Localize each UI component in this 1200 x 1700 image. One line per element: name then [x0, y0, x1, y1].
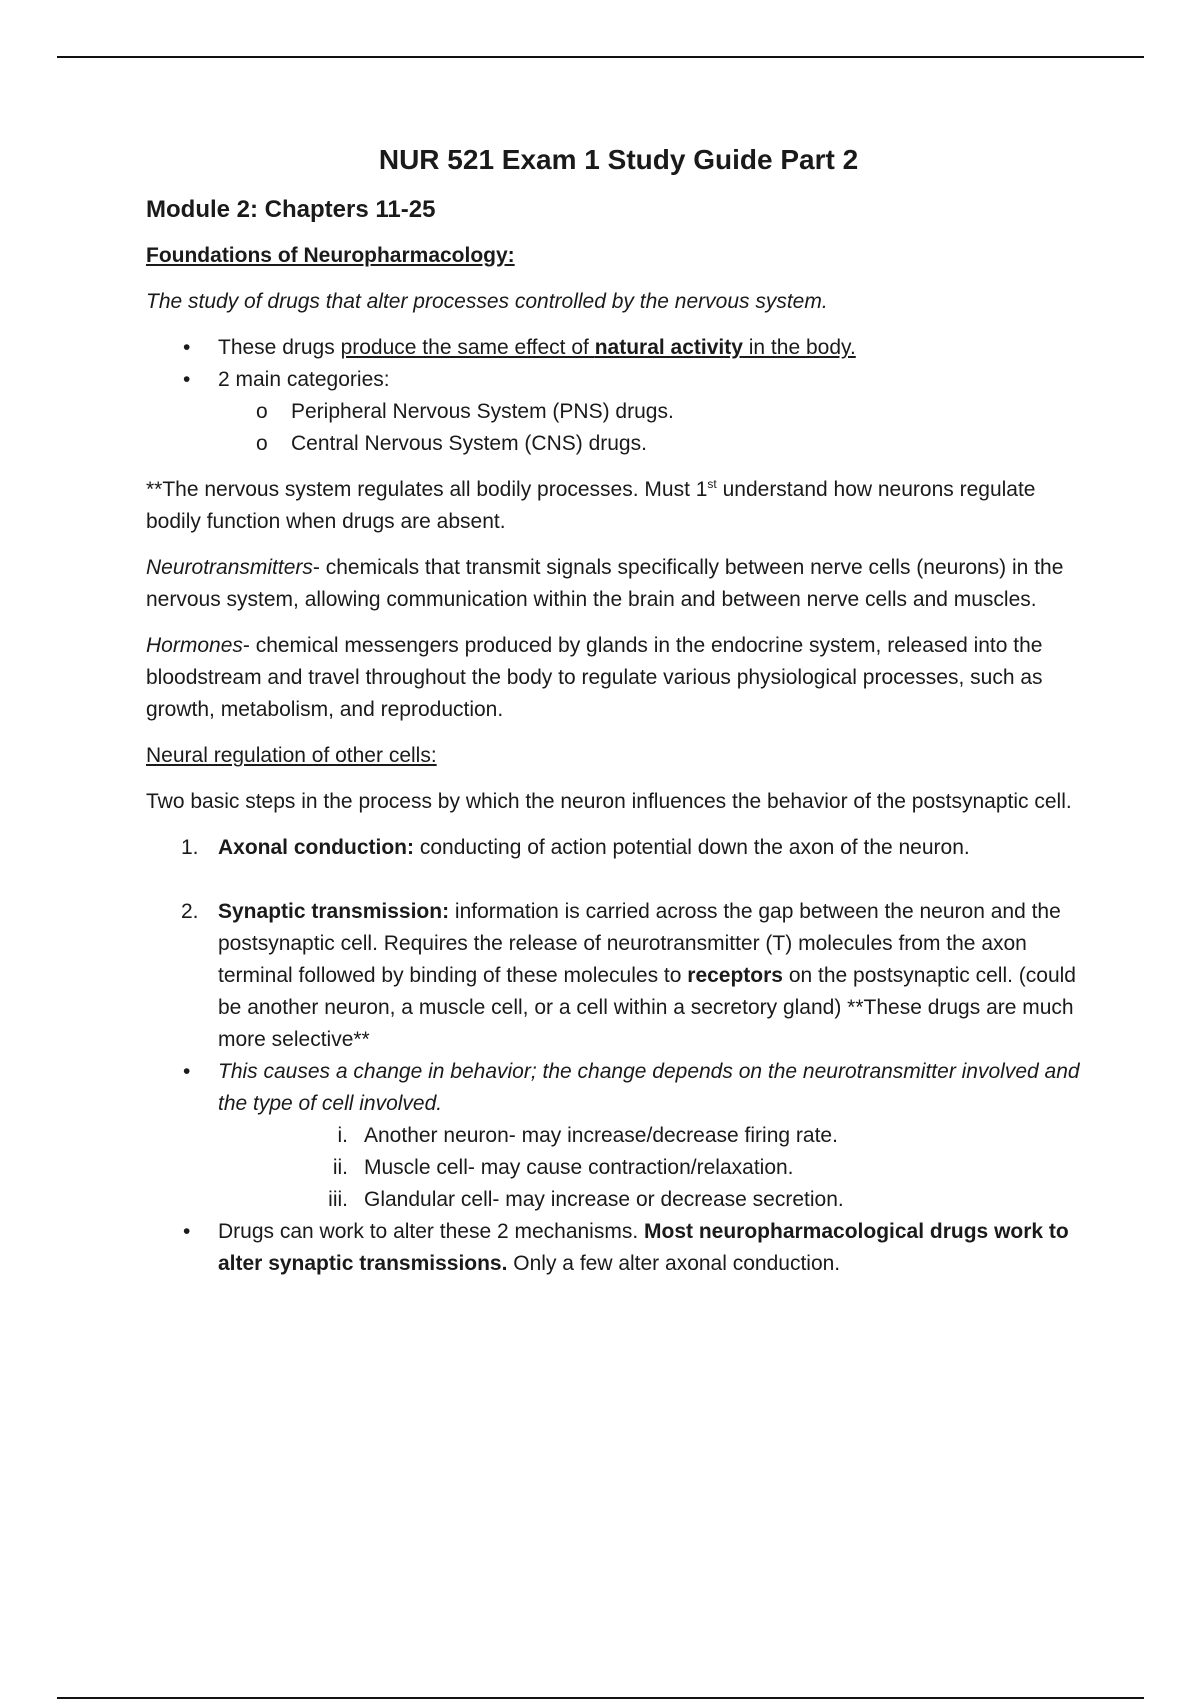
document-title: NUR 521 Exam 1 Study Guide Part 2 [378, 144, 859, 175]
section-heading-foundations: Foundations of Neuropharmacology: [146, 244, 515, 267]
bullet-marker: • [183, 368, 191, 391]
sub-list-item: o Peripheral Nervous System (PNS) drugs. [146, 396, 1091, 428]
section-heading-neural-regulation: Neural regulation of other cells: [146, 744, 437, 767]
steps-intro: Two basic steps in the process by which the neuron influences the behavior of the postsynaptic cell. [146, 790, 1072, 813]
numbered-item: 1. Axonal conduction: conducting of action potential down the axon of the neuron. [181, 836, 970, 859]
top-rule [57, 56, 1144, 58]
list-item: • This causes a change in behavior; the change depends on the neurotransmitter involved and the type of cell involved. [146, 1056, 1091, 1120]
sub-bullet-marker: o [256, 400, 268, 423]
note-paragraph: **The nervous system regulates all bodily processes. Must 1st understand how neurons regulate bodily function when drugs are absent. [146, 477, 1036, 533]
hormones-definition: Hormones- chemical messengers produced by glands in the endocrine system, released into the bloodstream and travel throughout the body to regulate various physiological processes, such as growth, metabolism, and reproduction. [146, 634, 1043, 721]
list-item: • 2 main categories: [146, 364, 1091, 396]
module-heading: Module 2: Chapters 11-25 [146, 196, 436, 223]
list-item: • Drugs can work to alter these 2 mechanisms. Most neuropharmacological drugs work to alter synaptic transmissions. Only a few alter axonal conduction. [146, 1216, 1091, 1280]
list-item: • These drugs produce the same effect of natural activity in the body. [146, 332, 1091, 364]
bullet-marker: • [183, 1220, 191, 1243]
numbered-item: 2. Synaptic transmission: information is carried across the gap between the neuron and the postsynaptic cell. Requires the release of neurotransmitter (T) molecules from the axon terminal followed by binding of these molecules to receptors on the postsynaptic cell. (could be another neuron, a muscle cell, or a cell within a secretory gland) **These drugs are much more selective** [181, 900, 1076, 1051]
roman-list-item: i. Another neuron- may increase/decrease firing rate. [337, 1124, 838, 1147]
bullet-marker: • [183, 1060, 191, 1083]
intro-text: The study of drugs that alter processes controlled by the nervous system. [146, 290, 828, 313]
bottom-rule [57, 1697, 1144, 1699]
sub-list-item: o Central Nervous System (CNS) drugs. [146, 428, 1091, 460]
roman-list-item: ii. Muscle cell- may cause contraction/relaxation. [332, 1156, 794, 1179]
bullet-marker: • [183, 336, 191, 359]
sub-bullet-marker: o [256, 432, 268, 455]
bullet-list [146, 332, 1091, 460]
document-body [146, 140, 1091, 1280]
roman-list-item: iii. Glandular cell- may increase or decrease secretion. [328, 1188, 844, 1211]
neurotransmitters-definition: Neurotransmitters- chemicals that transmit signals specifically between nerve cells (neurons) in the nervous system, allowing communication within the brain and between nerve cells and muscles. [146, 556, 1064, 611]
